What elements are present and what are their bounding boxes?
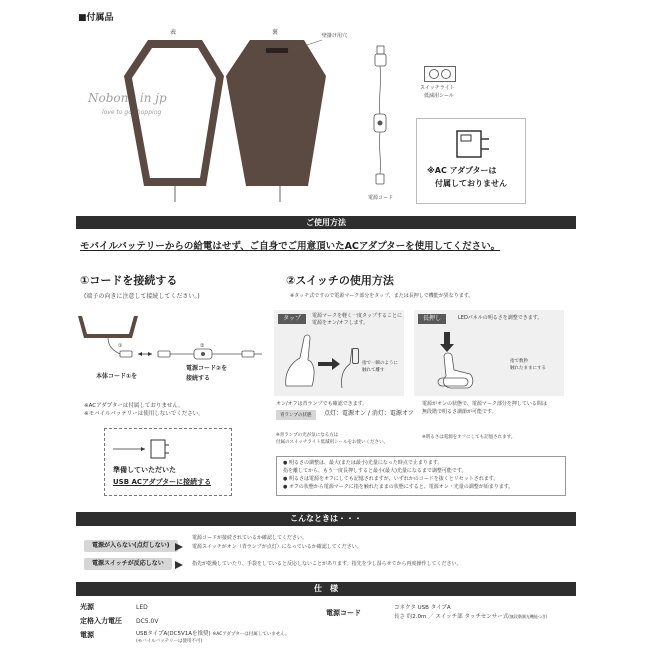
ac-note-line-2: 付属しておりません bbox=[435, 179, 507, 188]
specs-bar bbox=[76, 582, 576, 596]
step-number-1: ① bbox=[118, 343, 123, 349]
step2-title: ②スイッチの使用方法 bbox=[286, 274, 394, 287]
spec-key-voltage: 定格入力電圧 bbox=[80, 617, 122, 625]
box-text-2: USB ACアダプターに接続する bbox=[113, 478, 212, 486]
long-finger-note-1: 指で数秒 bbox=[510, 359, 528, 364]
tap-finger-note-2: 触れて離す bbox=[362, 368, 385, 373]
usb-ac-adapter-box bbox=[104, 428, 232, 496]
long-finger-note-2: 触れたままにする bbox=[510, 366, 546, 371]
trouble-label-2: 電源スイッチが反応しない bbox=[84, 558, 172, 570]
long-note-3: ※明るさは電源をオフにしても記憶されます。 bbox=[422, 435, 516, 440]
power-cord-label: 電源コード bbox=[368, 195, 394, 201]
sticker-circle-icon bbox=[441, 69, 451, 79]
trouble-1-line-1: 電源コードが接続されているか確認してください。 bbox=[192, 535, 308, 541]
power-cord-illustration bbox=[368, 44, 394, 194]
long-note-1: 電源がオンの状態で、電源マーク部分を押している間は bbox=[422, 401, 547, 407]
coffin-front-illustration bbox=[120, 36, 228, 204]
step1-title: ①コードを接続する bbox=[80, 274, 178, 287]
troubleshoot-title: こんなときは・・・ bbox=[290, 514, 362, 523]
connect-label: 接続する bbox=[186, 375, 211, 382]
arrow-right-icon bbox=[174, 542, 184, 552]
spec-value-voltage: DC5.0V bbox=[136, 618, 159, 625]
tap-desc-1: 電源マークを軽く一度タップすることに bbox=[312, 313, 403, 319]
spec-value-power: USBタイプA(DC5V1Aを推奨) ※ACアダプターは付属していません。 bbox=[136, 631, 290, 637]
specs-title: 仕 様 bbox=[314, 584, 338, 593]
arrow-to-adapter-icon bbox=[111, 437, 171, 461]
switch-sticker-sheet bbox=[424, 66, 456, 82]
trouble-2-line-1: 指先が乾燥していたり、手袋をしていると反応しないことがあります。指先を少し湿らせてから再度操作してください。 bbox=[192, 561, 462, 567]
trouble-label-1: 電源が入らない(点灯しない) bbox=[84, 540, 178, 552]
spec-value-power-note-2: (モバイルバッテリーは使用不可) bbox=[136, 639, 203, 644]
front-label: 表 bbox=[170, 29, 177, 36]
troubleshoot-bar bbox=[76, 512, 576, 526]
brightness-note-3: ● 明るさは電源をオフにしても記憶されますが、いずれかのコードを抜くとリセットされます。 bbox=[283, 476, 499, 482]
lamp-note-2: 付属のスイッチライト低減用シールをお使いください。 bbox=[276, 440, 389, 445]
switch-sticker-label-2: 低減用シール bbox=[424, 93, 454, 99]
coffin-back-illustration bbox=[222, 36, 330, 204]
long-press-label: 長押し bbox=[418, 314, 446, 324]
watermark-sub: love to go shopping bbox=[102, 109, 162, 116]
spec-key-light: 光源 bbox=[80, 603, 94, 611]
step2-subtitle: ※タッチ式ですので電源マーク部分をタップ、または長押しで機能が異なります。 bbox=[290, 293, 474, 299]
step1-subtitle: (端子の向きに注意して接続してください。) bbox=[84, 293, 200, 300]
brightness-note-1: ● 明るさの調整は、最大(または最小)光量になった時点で止まります。 bbox=[283, 460, 443, 466]
spec-cord-line-1: コネクタ USB タイプA bbox=[394, 605, 451, 611]
long-press-panel bbox=[414, 310, 564, 396]
step1-note-1: ※ACアダプターは付属しておりません。 bbox=[84, 403, 184, 409]
switch-sticker-label-1: スイッチライト bbox=[420, 85, 455, 91]
spec-key-power: 電源 bbox=[80, 631, 94, 639]
watermark-main: Nobong in jp bbox=[88, 91, 167, 105]
back-label: 裏 bbox=[272, 29, 279, 36]
body-cord-label: 本体コード①を bbox=[96, 373, 138, 380]
tap-desc-2: 電源をオン/オフします。 bbox=[312, 320, 369, 326]
accessories-heading: ■付属品 bbox=[78, 13, 114, 23]
onoff-note: オン/オフは青ランプでも確認できます。 bbox=[276, 401, 368, 407]
switch-icon bbox=[352, 348, 359, 364]
tap-finger-note-1: 指で一瞬のように bbox=[362, 361, 398, 366]
lamp-state-text: 点灯：電源オン / 消灯：電源オフ bbox=[324, 410, 414, 417]
ac-note-line-1: ※AC アダプターは bbox=[427, 166, 497, 175]
ac-adapter-not-included-box bbox=[416, 118, 526, 204]
usage-warning: モバイルバッテリーからの給電はせず、ご自身でご用意頂いたACアダプターを使用してください。 bbox=[80, 241, 501, 252]
tap-hand-illustration bbox=[280, 332, 360, 392]
brightness-notes-box bbox=[276, 456, 566, 496]
arrow-right-icon bbox=[174, 560, 184, 570]
lamp-state-label: 青ランプの状態 bbox=[276, 410, 316, 420]
tap-label: タップ bbox=[278, 314, 306, 324]
step-number-2: ② bbox=[200, 343, 205, 349]
brightness-note-2: 指を離してから、もう一度長押しすると最小(最大)光量になるまで調整可能です。 bbox=[283, 468, 467, 474]
tap-panel bbox=[274, 310, 404, 396]
usage-section-title: ご使用方法 bbox=[306, 218, 346, 227]
sticker-circle-icon bbox=[429, 69, 439, 79]
long-press-hand-illustration bbox=[424, 330, 494, 392]
spec-cord-line-2: 長さ 約2.0m ／ スイッチ部 タッチセンサー式(無段階調光機能つき) bbox=[394, 614, 548, 620]
usage-section-bar bbox=[76, 216, 576, 229]
spec-value-light: LED bbox=[136, 604, 148, 611]
box-text-1: 準備していただいた bbox=[113, 466, 176, 474]
lamp-note-1: ※青ランプの光が気になる方は bbox=[276, 433, 339, 438]
spec-key-cord: 電源コード bbox=[326, 609, 361, 617]
hanging-hole-label: 壁掛け用穴 bbox=[322, 33, 348, 39]
brightness-note-4: ● オフの状態から電源マークに指を触れたままの状態にすると、電源オン・光量の調整が始まります。 bbox=[283, 484, 514, 490]
power-cord-connect-label: 電源コード②を bbox=[186, 365, 228, 372]
long-note-2: 無段階で明るさ調節が可能です。 bbox=[422, 409, 497, 415]
ac-adapter-icon bbox=[455, 125, 493, 161]
long-press-desc: LEDパネルの明るさを調整できます。 bbox=[458, 315, 543, 321]
trouble-1-line-2: 電源スイッチがオン（青ランプが点灯）になっているか確認してください。 bbox=[192, 544, 362, 550]
step1-note-2: ※モバイルバッテリーは使用しないでください。 bbox=[84, 411, 204, 417]
